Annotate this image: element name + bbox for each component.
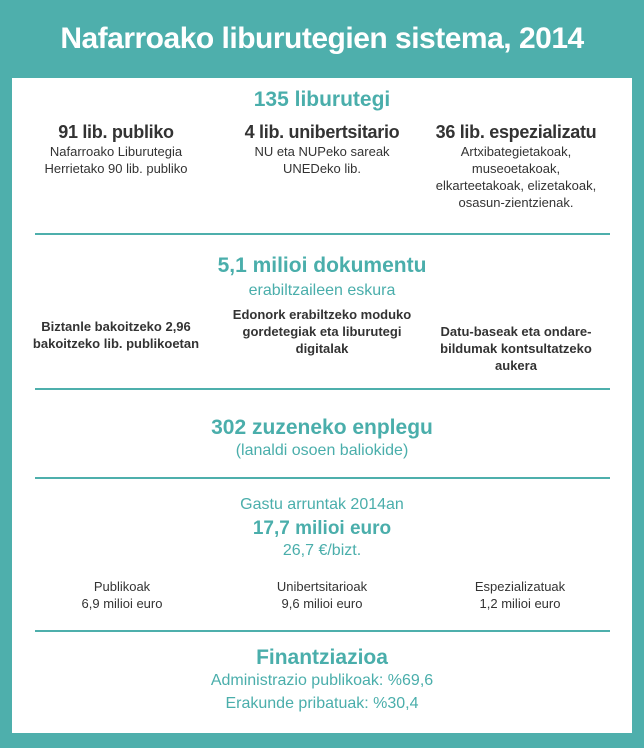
funding-line-private: Erakunde pribatuak: %30,4 [225,695,419,712]
col-name: Unibertsitarioak [276,579,368,594]
col-heading: 4 lib. unibertsitario [244,122,400,142]
col-line: osasun-zientzienak. [458,195,574,210]
col-heading: 91 lib. publiko [58,122,174,142]
expenses-col-specialized [420,578,620,612]
col-line: museoetakoak, [471,161,561,176]
libraries-total: 135 liburutegi [253,88,391,111]
divider [35,630,610,632]
documents-col-databases [416,323,616,374]
libraries-col-public [16,121,216,177]
libraries-col-specialized [416,121,616,211]
libraries-col-university [222,121,422,177]
documents-col-per-capita [16,318,216,352]
expenses-label: Gastu arruntak 2014an [240,496,404,513]
divider [35,477,610,479]
col-heading: 36 lib. espezializatu [435,122,597,142]
documents-subtitle: erabiltzaileen eskura [248,282,396,299]
page-title: Nafarroako liburutegien sistema, 2014 [60,22,584,55]
col-line: elkarteetakoak, elizetakoak, [435,178,597,193]
col-line: Nafarroako Liburutegia [49,144,183,159]
col-line: Herrietako 90 lib. publiko [44,161,188,176]
col-line: UNEDeko lib. [282,161,362,176]
col-line: Artxibategietakoak, [460,144,572,159]
employment-total: 302 zuzeneko enplegu [211,416,433,439]
col-line: gordetegiak eta liburutegi [242,324,402,339]
expenses-per-capita: 26,7 €/bizt. [282,542,362,559]
col-value: 1,2 milioi euro [479,596,561,611]
expenses-col-public [22,578,222,612]
col-value: 6,9 milioi euro [81,596,163,611]
divider [35,233,610,235]
content-panel [12,78,632,733]
col-line: Edonork erabiltzeko moduko [232,307,412,322]
funding-line-public: Administrazio publikoak: %69,6 [210,672,434,689]
expenses-total: 17,7 milioi euro [252,518,392,539]
documents-total: 5,1 milioi dokumentu [217,254,427,277]
expenses-col-university [222,578,422,612]
funding-title: Finantziazioa [256,646,388,669]
col-line: Biztanle bakoitzeko 2,96 [41,319,191,334]
col-value: 9,6 milioi euro [281,596,363,611]
col-line: digitalak [295,341,349,356]
col-name: Espezializatuak [474,579,566,594]
col-line: bakoitzeko lib. publikoetan [32,336,200,351]
col-line: bildumak kontsultatzeko [440,341,592,356]
documents-col-digital [218,306,426,357]
col-line: NU eta NUPeko sareak [254,144,390,159]
col-line: aukera [495,358,537,373]
col-name: Publikoak [93,579,151,594]
employment-subtitle: (lanaldi osoen baliokide) [235,442,409,459]
col-line: Datu-baseak eta ondare- [440,324,592,339]
divider [35,388,610,390]
